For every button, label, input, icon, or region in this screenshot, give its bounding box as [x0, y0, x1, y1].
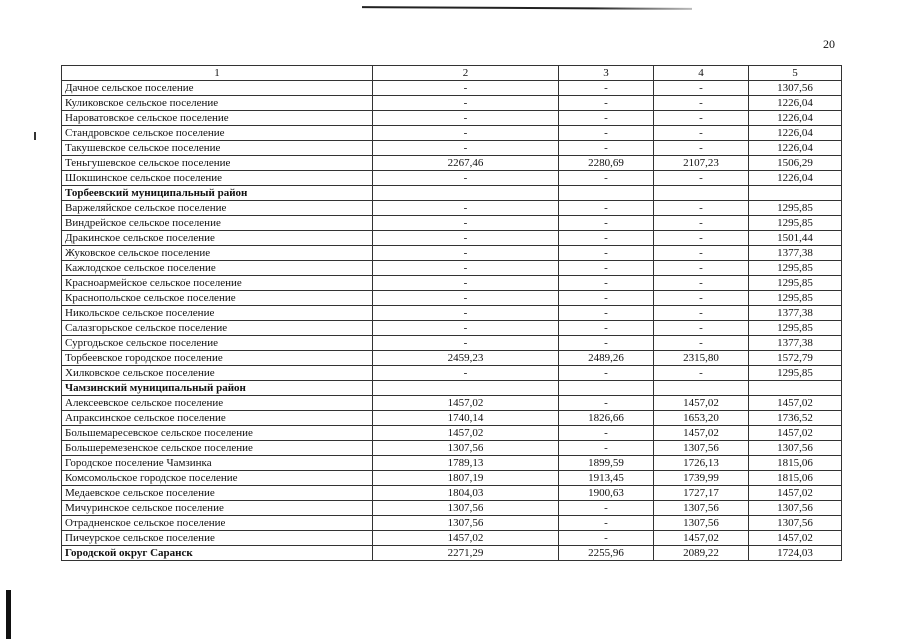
table-row	[62, 411, 842, 426]
row-name-cell: Жуковское сельское поселение	[62, 246, 373, 261]
header-cell-3: 3	[559, 66, 654, 81]
row-value-col3: -	[559, 306, 654, 321]
row-value-col2: 2459,23	[373, 351, 559, 366]
row-value-col5	[749, 381, 842, 396]
table-row	[62, 306, 842, 321]
row-name-cell: Виндрейское сельское поселение	[62, 216, 373, 231]
row-value-col4: -	[654, 246, 749, 261]
table-row	[62, 141, 842, 156]
table-row	[62, 351, 842, 366]
table-row	[62, 246, 842, 261]
row-value-col2: 1457,02	[373, 396, 559, 411]
table-row	[62, 216, 842, 231]
row-value-col5: 1295,85	[749, 366, 842, 381]
row-value-col3: -	[559, 171, 654, 186]
row-name-cell: Дракинское сельское поселение	[62, 231, 373, 246]
row-value-col5: 1307,56	[749, 516, 842, 531]
row-name-cell: Чамзинский муниципальный район	[62, 381, 373, 396]
table-row	[62, 426, 842, 441]
row-value-col5: 1724,03	[749, 546, 842, 561]
row-value-col5: 1815,06	[749, 471, 842, 486]
row-value-col4: -	[654, 276, 749, 291]
row-value-col4	[654, 186, 749, 201]
row-value-col4: -	[654, 306, 749, 321]
row-value-col2: 1740,14	[373, 411, 559, 426]
row-value-col3: -	[559, 96, 654, 111]
row-value-col2: -	[373, 81, 559, 96]
table-row	[62, 486, 842, 501]
table-row	[62, 171, 842, 186]
table-row	[62, 501, 842, 516]
table-row	[62, 441, 842, 456]
row-value-col2: 1789,13	[373, 456, 559, 471]
row-value-col3: -	[559, 396, 654, 411]
row-value-col4: 1739,99	[654, 471, 749, 486]
section-row	[62, 381, 842, 396]
row-name-cell: Пичеурское сельское поселение	[62, 531, 373, 546]
row-name-cell: Стандровское сельское поселение	[62, 126, 373, 141]
row-value-col2: -	[373, 246, 559, 261]
row-value-col5: 1307,56	[749, 501, 842, 516]
row-value-col4	[654, 381, 749, 396]
row-value-col5: 1226,04	[749, 141, 842, 156]
row-value-col5: 1226,04	[749, 126, 842, 141]
row-value-col3: -	[559, 111, 654, 126]
row-value-col5: 1295,85	[749, 201, 842, 216]
table-row	[62, 261, 842, 276]
row-value-col4: -	[654, 336, 749, 351]
row-value-col4: -	[654, 141, 749, 156]
table-header-row	[62, 66, 842, 81]
scan-mark	[34, 132, 36, 140]
scan-line-top	[362, 6, 692, 10]
row-value-col5: 1815,06	[749, 456, 842, 471]
row-value-col3: -	[559, 141, 654, 156]
row-value-col5: 1295,85	[749, 291, 842, 306]
row-value-col2: -	[373, 231, 559, 246]
row-value-col3: -	[559, 291, 654, 306]
row-value-col2: -	[373, 321, 559, 336]
row-name-cell: Городской округ Саранск	[62, 546, 373, 561]
row-value-col5: 1295,85	[749, 216, 842, 231]
table-row	[62, 201, 842, 216]
row-value-col4: 1726,13	[654, 456, 749, 471]
row-name-cell: Краснопольское сельское поселение	[62, 291, 373, 306]
row-value-col5: 1506,29	[749, 156, 842, 171]
header-cell-1: 1	[62, 66, 373, 81]
row-name-cell: Медаевское сельское поселение	[62, 486, 373, 501]
header-cell-2: 2	[373, 66, 559, 81]
row-name-cell: Мичуринское сельское поселение	[62, 501, 373, 516]
row-value-col2: -	[373, 141, 559, 156]
row-name-cell: Шокшинское сельское поселение	[62, 171, 373, 186]
row-name-cell: Алексеевское сельское поселение	[62, 396, 373, 411]
row-value-col2: -	[373, 336, 559, 351]
row-name-cell: Торбеевский муниципальный район	[62, 186, 373, 201]
row-name-cell: Нароватовское сельское поселение	[62, 111, 373, 126]
row-value-col2	[373, 186, 559, 201]
row-value-col4: -	[654, 96, 749, 111]
row-value-col4: 1307,56	[654, 501, 749, 516]
section-row	[62, 186, 842, 201]
tariff-table	[61, 65, 842, 561]
header-cell-5: 5	[749, 66, 842, 81]
row-value-col2: -	[373, 216, 559, 231]
row-value-col4: -	[654, 111, 749, 126]
row-value-col2: -	[373, 306, 559, 321]
row-value-col3: 1826,66	[559, 411, 654, 426]
row-value-col5: 1457,02	[749, 396, 842, 411]
row-name-cell: Теньгушевское сельское поселение	[62, 156, 373, 171]
table-row	[62, 366, 842, 381]
row-value-col2: 1307,56	[373, 441, 559, 456]
row-name-cell: Большеремезенское сельское поселение	[62, 441, 373, 456]
row-value-col2: -	[373, 171, 559, 186]
row-name-cell: Варжеляйское сельское поселение	[62, 201, 373, 216]
row-value-col5	[749, 186, 842, 201]
row-value-col2: -	[373, 366, 559, 381]
row-value-col3: -	[559, 216, 654, 231]
row-value-col2: 1807,19	[373, 471, 559, 486]
row-name-cell: Комсомольское городское поселение	[62, 471, 373, 486]
row-value-col4: 1307,56	[654, 516, 749, 531]
row-value-col5: 1572,79	[749, 351, 842, 366]
row-value-col2: 1307,56	[373, 516, 559, 531]
row-value-col5: 1457,02	[749, 426, 842, 441]
row-value-col3: -	[559, 81, 654, 96]
row-value-col3: -	[559, 501, 654, 516]
table-row	[62, 531, 842, 546]
row-value-col4: -	[654, 81, 749, 96]
row-value-col3: 1899,59	[559, 456, 654, 471]
row-value-col5: 1295,85	[749, 276, 842, 291]
table-row	[62, 81, 842, 96]
row-value-col3: -	[559, 531, 654, 546]
row-value-col3: -	[559, 261, 654, 276]
row-value-col3: -	[559, 126, 654, 141]
row-value-col5: 1307,56	[749, 441, 842, 456]
row-value-col4: -	[654, 216, 749, 231]
table-row	[62, 516, 842, 531]
row-value-col4: -	[654, 201, 749, 216]
row-value-col3: -	[559, 276, 654, 291]
table-row	[62, 231, 842, 246]
row-value-col2: -	[373, 201, 559, 216]
row-value-col3	[559, 186, 654, 201]
row-value-col3: -	[559, 321, 654, 336]
table-row	[62, 471, 842, 486]
row-value-col4: 2315,80	[654, 351, 749, 366]
header-cell-4: 4	[654, 66, 749, 81]
row-value-col3: -	[559, 246, 654, 261]
table-row	[62, 96, 842, 111]
table-row	[62, 156, 842, 171]
row-value-col3: -	[559, 336, 654, 351]
row-value-col3: -	[559, 441, 654, 456]
row-name-cell: Апраксинское сельское поселение	[62, 411, 373, 426]
row-value-col2: 1804,03	[373, 486, 559, 501]
row-name-cell: Дачное сельское поселение	[62, 81, 373, 96]
row-value-col5: 1307,56	[749, 81, 842, 96]
row-value-col2: 2267,46	[373, 156, 559, 171]
row-value-col2: -	[373, 276, 559, 291]
row-value-col2: 2271,29	[373, 546, 559, 561]
row-value-col2: -	[373, 126, 559, 141]
row-value-col4: 1457,02	[654, 396, 749, 411]
row-value-col2: -	[373, 111, 559, 126]
row-name-cell: Хилковское сельское поселение	[62, 366, 373, 381]
row-value-col3: 1900,63	[559, 486, 654, 501]
row-name-cell: Большемаресевское сельское поселение	[62, 426, 373, 441]
row-value-col5: 1457,02	[749, 486, 842, 501]
row-value-col2: 1457,02	[373, 426, 559, 441]
row-value-col3: -	[559, 516, 654, 531]
row-name-cell: Никольское сельское поселение	[62, 306, 373, 321]
row-name-cell: Салазгорьское сельское поселение	[62, 321, 373, 336]
section-row	[62, 546, 842, 561]
row-value-col2: -	[373, 96, 559, 111]
row-value-col2: -	[373, 261, 559, 276]
row-value-col4: -	[654, 261, 749, 276]
row-value-col4: 1307,56	[654, 441, 749, 456]
row-value-col5: 1226,04	[749, 96, 842, 111]
row-value-col5: 1377,38	[749, 306, 842, 321]
row-name-cell: Отрадненское сельское поселение	[62, 516, 373, 531]
row-value-col5: 1736,52	[749, 411, 842, 426]
page-number: 20	[823, 37, 835, 51]
table-row	[62, 276, 842, 291]
row-value-col3: -	[559, 426, 654, 441]
row-value-col4: 2107,23	[654, 156, 749, 171]
table-body	[62, 66, 842, 561]
row-value-col5: 1295,85	[749, 321, 842, 336]
row-value-col3: 2280,69	[559, 156, 654, 171]
row-value-col5: 1377,38	[749, 246, 842, 261]
row-value-col4: 1457,02	[654, 426, 749, 441]
row-value-col4: -	[654, 291, 749, 306]
row-value-col4: 1457,02	[654, 531, 749, 546]
row-value-col4: 2089,22	[654, 546, 749, 561]
table-row	[62, 396, 842, 411]
row-name-cell: Такушевское сельское поселение	[62, 141, 373, 156]
table-row	[62, 291, 842, 306]
row-value-col2: -	[373, 291, 559, 306]
row-value-col4: -	[654, 171, 749, 186]
row-name-cell: Куликовское сельское поселение	[62, 96, 373, 111]
row-value-col3: -	[559, 366, 654, 381]
row-value-col5: 1457,02	[749, 531, 842, 546]
table-row	[62, 456, 842, 471]
row-value-col3: 2255,96	[559, 546, 654, 561]
row-name-cell: Торбеевское городское поселение	[62, 351, 373, 366]
row-name-cell: Кажлодское сельское поселение	[62, 261, 373, 276]
row-value-col3: -	[559, 201, 654, 216]
row-name-cell: Сургодьское сельское поселение	[62, 336, 373, 351]
row-value-col5: 1226,04	[749, 111, 842, 126]
scan-edge	[6, 590, 11, 639]
row-value-col2: 1457,02	[373, 531, 559, 546]
row-value-col3	[559, 381, 654, 396]
row-value-col4: 1653,20	[654, 411, 749, 426]
row-name-cell: Городское поселение Чамзинка	[62, 456, 373, 471]
row-value-col3: -	[559, 231, 654, 246]
row-value-col4: -	[654, 231, 749, 246]
row-value-col4: 1727,17	[654, 486, 749, 501]
row-value-col4: -	[654, 126, 749, 141]
row-value-col3: 1913,45	[559, 471, 654, 486]
row-value-col2: 1307,56	[373, 501, 559, 516]
table-row	[62, 321, 842, 336]
row-value-col5: 1226,04	[749, 171, 842, 186]
table-row	[62, 126, 842, 141]
row-value-col4: -	[654, 366, 749, 381]
table-row	[62, 111, 842, 126]
row-value-col5: 1501,44	[749, 231, 842, 246]
row-value-col5: 1295,85	[749, 261, 842, 276]
row-value-col5: 1377,38	[749, 336, 842, 351]
table-row	[62, 336, 842, 351]
row-name-cell: Красноармейское сельское поселение	[62, 276, 373, 291]
row-value-col2	[373, 381, 559, 396]
row-value-col4: -	[654, 321, 749, 336]
row-value-col3: 2489,26	[559, 351, 654, 366]
